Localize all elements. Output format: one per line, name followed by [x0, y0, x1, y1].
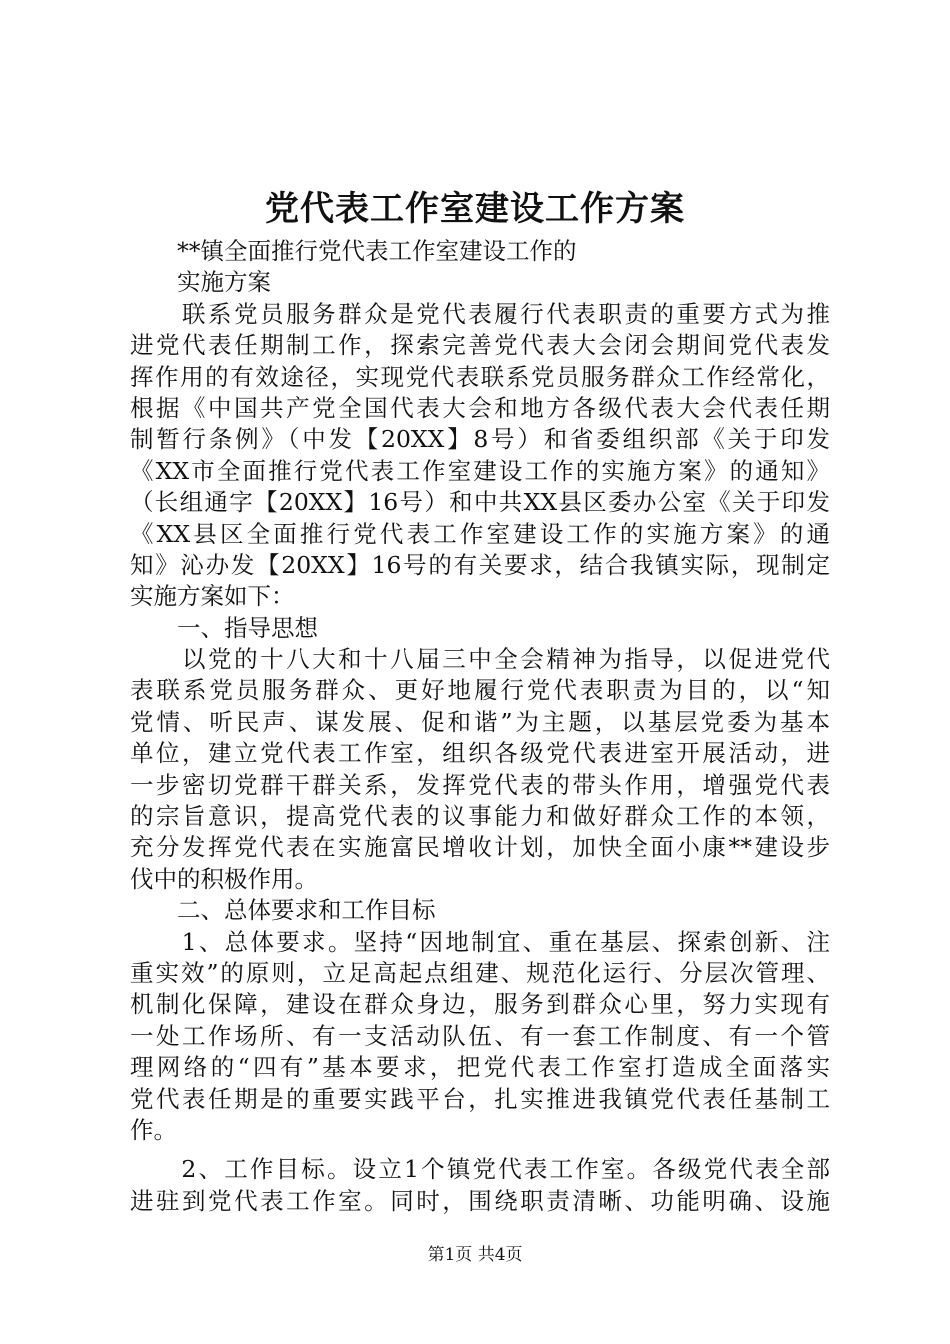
body-line: 以党的十八大和十八届三中全会精神为指导，以促进党代: [130, 645, 830, 674]
body-line: 联系党员服务群众是党代表履行代表职责的重要方式为推: [130, 299, 830, 328]
body-line: 根据《中国共产党全国代表大会和地方各级代表大会代表任期: [130, 393, 830, 422]
body-line: 伐中的积极作用。: [130, 864, 318, 893]
body-line: 作。: [130, 1115, 177, 1144]
body-line: （长组通字【20XX】16号）和中共XX县区委办公室《关于印发: [130, 488, 830, 517]
section-heading: 二、总体要求和工作目标: [130, 896, 436, 925]
body-line: 2、工作目标。设立1个镇党代表工作室。各级党代表全部: [130, 1155, 830, 1184]
body-line: 进驻到党代表工作室。同时，围绕职责清晰、功能明确、设施: [130, 1186, 830, 1215]
body-line: 实施方案: [130, 268, 271, 297]
body-line: **镇全面推行党代表工作室建设工作的: [130, 237, 577, 265]
body-line: 一步密切党群干群关系，发挥党代表的带头作用，增强党代表: [130, 770, 830, 799]
body-line: 《XX县区全面推行党代表工作室建设工作的实施方案》的通: [130, 519, 830, 548]
body-line: 表联系党员服务群众、更好地履行党代表职责为目的，以“知: [130, 676, 830, 705]
body-line: 机制化保障，建设在群众身边，服务到群众心里，努力实现有: [130, 990, 830, 1019]
body-line: 党情、听民声、谋发展、促和谐”为主题，以基层党委为基本: [130, 707, 830, 736]
body-line: 知》沁办发【20XX】16号的有关要求，结合我镇实际，现制定: [130, 550, 830, 579]
section-heading: 一、指导思想: [130, 613, 318, 642]
body-line: 制暂行条例》（中发【20XX】8号）和省委组织部《关于印发: [130, 425, 830, 454]
page-footer: 第1页 共4页: [427, 1245, 523, 1265]
document-title: 党代表工作室建设工作方案: [265, 189, 685, 229]
body-line: 实施方案如下：: [130, 582, 295, 611]
body-line: 的宗旨意识，提高党代表的议事能力和做好群众工作的本领，: [130, 802, 830, 831]
body-line: 单位，建立党代表工作室，组织各级党代表进室开展活动，进: [130, 739, 830, 768]
body-line: 党代表任期是的重要实践平台，扎实推进我镇党代表任基制工: [130, 1084, 830, 1113]
body-line: 1、总体要求。坚持“因地制宜、重在基层、探索创新、注: [130, 927, 830, 956]
body-line: 理网络的“四有”基本要求，把党代表工作室打造成全面落实: [130, 1053, 830, 1082]
body-line: 重实效”的原则，立足高起点组建、规范化运行、分层次管理、: [130, 958, 830, 987]
document-body: [130, 236, 830, 1217]
body-line: 挥作用的有效途径，实现党代表联系党员服务群众工作经常化，: [130, 362, 830, 391]
body-line: 《XX市全面推行党代表工作室建设工作的实施方案》的通知》: [130, 456, 830, 485]
body-line: 一处工作场所、有一支活动队伍、有一套工作制度、有一个管: [130, 1021, 830, 1050]
paragraph-gap: [130, 1146, 830, 1154]
body-line: 进党代表任期制工作，探索完善党代表大会闭会期间党代表发: [130, 331, 830, 360]
body-line: 充分发挥党代表在实施富民增收计划，加快全面小康**建设步: [130, 833, 830, 862]
